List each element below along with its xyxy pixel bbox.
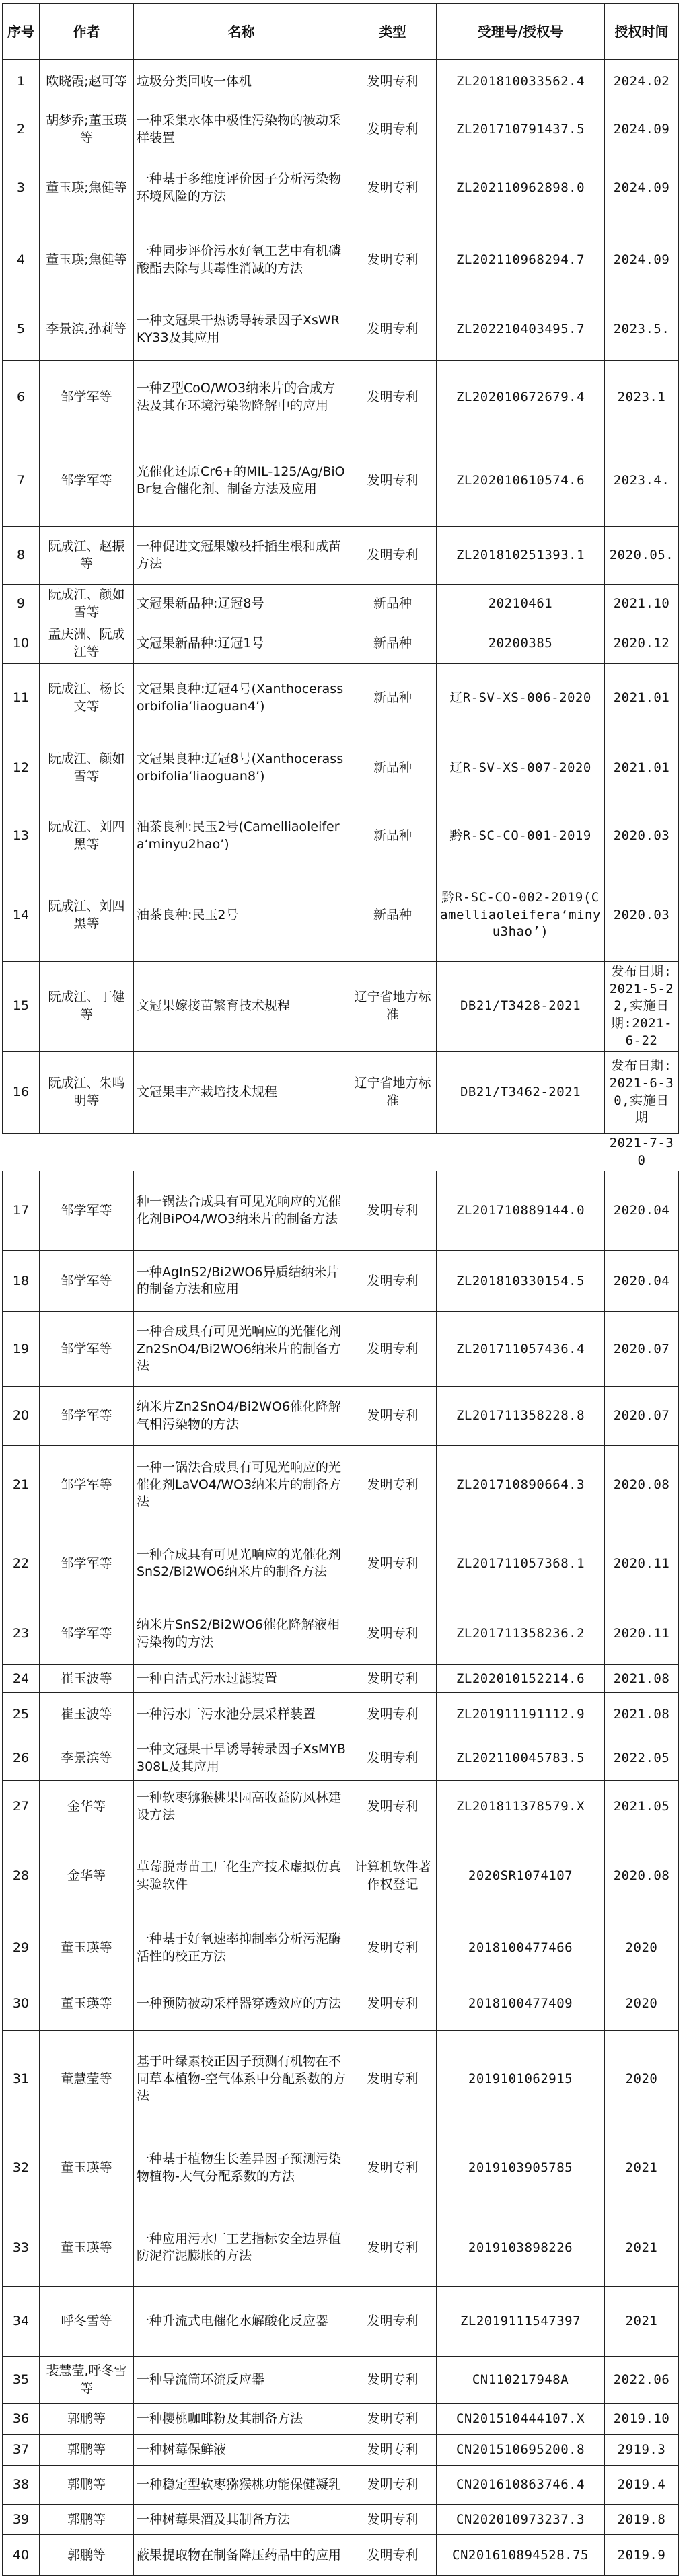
cell-title: 一种文冠果干旱诱导转录因子XsMYB308L及其应用 [134, 1736, 349, 1781]
table-row [3, 2505, 679, 2535]
table-row [3, 624, 679, 664]
cell-date: 2023.1 [605, 361, 679, 435]
cell-author: 邹学军等 [40, 1524, 134, 1603]
table-row [3, 1833, 679, 1919]
cell-no: 16 [3, 1052, 40, 1134]
cell-type: 发明专利 [349, 2031, 437, 2127]
cell-title: 一种升流式电催化水解酸化反应器 [134, 2287, 349, 2357]
cell-type: 发明专利 [349, 2404, 437, 2435]
cell-author: 郭鹏等 [40, 2466, 134, 2505]
cell-number: CN201610863746.4 [437, 2466, 605, 2505]
cell-title: 油茶良种:民玉2号(Camelliaoleifera‘minyu2hao’) [134, 803, 349, 869]
cell-title: 基于叶绿素校正因子预测有机物在不同草本植物-空气体系中分配系数的方法 [134, 2031, 349, 2127]
cell-author: 邹学军等 [40, 435, 134, 527]
cell-no: 12 [3, 733, 40, 803]
cell-author: 李景滨等 [40, 1736, 134, 1781]
cell-type: 发明专利 [349, 299, 437, 361]
cell-author: 李景滨,孙莉等 [40, 299, 134, 361]
cell-no: 38 [3, 2466, 40, 2505]
cell-title: 一种基于好氧速率抑制率分析污泥酶活性的校正方法 [134, 1919, 349, 1977]
cell-no: 19 [3, 1312, 40, 1387]
cell-date: 2021.01 [605, 664, 679, 733]
table-row [3, 435, 679, 527]
cell-type: 新品种 [349, 664, 437, 733]
cell-title: 垃圾分类回收一体机 [134, 60, 349, 104]
cell-no: 29 [3, 1919, 40, 1977]
cell-type: 发明专利 [349, 1524, 437, 1603]
cell-date: 2021.08 [605, 1665, 679, 1693]
cell-no: 26 [3, 1736, 40, 1781]
cell-author: 董玉瑛;焦健等 [40, 221, 134, 299]
cell-no: 11 [3, 664, 40, 733]
cell-number: ZL201911191112.9 [437, 1693, 605, 1736]
cell-type: 新品种 [349, 869, 437, 962]
table-row [3, 1134, 679, 1171]
cell-type: 发明专利 [349, 2209, 437, 2287]
cell-date: 2024.09 [605, 155, 679, 221]
cell-number: ZL202210403495.7 [437, 299, 605, 361]
cell-type: 发明专利 [349, 2357, 437, 2404]
cell-title: 种一锅法合成具有可见光响应的光催化剂BiPO4/WO3纳米片的制备方法 [134, 1171, 349, 1251]
cell-title: 一种基于多维度评价因子分析污染物环境风险的方法 [134, 155, 349, 221]
table-row [3, 361, 679, 435]
cell-title: 一种污水厂污水池分层采样装置 [134, 1693, 349, 1736]
cell-date: 2020.11 [605, 1524, 679, 1603]
cell-date: 2024.09 [605, 104, 679, 155]
cell-author: 郭鹏等 [40, 2404, 134, 2435]
cell-date: 2019.8 [605, 2505, 679, 2535]
cell-type: 发明专利 [349, 1603, 437, 1665]
table-row [3, 104, 679, 155]
table-row [3, 803, 679, 869]
cell-date: 2023.4. [605, 435, 679, 527]
cell-title: 纳米片SnS2/Bi2WO6催化降解液相污染物的方法 [134, 1603, 349, 1665]
cell-author: 阮成江、杨长文等 [40, 664, 134, 733]
cell-number: CN201610894528.75 [437, 2535, 605, 2576]
table-row [3, 1977, 679, 2031]
cell-author: 郭鹏等 [40, 2535, 134, 2576]
cell-no: 3 [3, 155, 40, 221]
cell-no: 9 [3, 585, 40, 624]
cell-author: 孟庆洲、阮成江等 [40, 624, 134, 664]
cell-author: 郭鹏等 [40, 2435, 134, 2466]
cell-type: 发明专利 [349, 1736, 437, 1781]
cell-date: 2020 [605, 1919, 679, 1977]
cell-no: 22 [3, 1524, 40, 1603]
cell-type: 发明专利 [349, 435, 437, 527]
cell-author: 欧晓霞;赵可等 [40, 60, 134, 104]
table-row [3, 1446, 679, 1524]
table-row [3, 1736, 679, 1781]
cell-no: 30 [3, 1977, 40, 2031]
cell-number: ZL201711057368.1 [437, 1524, 605, 1603]
cell-title: 蔽果提取物在制备降压药品中的应用 [134, 2535, 349, 2576]
cell-date: 2021 [605, 2127, 679, 2209]
cell-number: 2019103905785 [437, 2127, 605, 2209]
cell-date: 2020.12 [605, 624, 679, 664]
cell-title: 一种应用污水厂工艺指标安全边界值防泥泞泥膨胀的方法 [134, 2209, 349, 2287]
patent-table [2, 3, 679, 2576]
cell-number: ZL202010610574.6 [437, 435, 605, 527]
cell-number: 2020SR1074107 [437, 1833, 605, 1919]
cell-type: 发明专利 [349, 1446, 437, 1524]
cell-type: 发明专利 [349, 2127, 437, 2209]
table-row [3, 2127, 679, 2209]
cell-date: 发布日期:2021-6-30,实施日期 [605, 1052, 679, 1134]
table-row [3, 869, 679, 962]
header-row [3, 4, 679, 60]
cell-date: 2022.06 [605, 2357, 679, 2404]
cell-number: 黔R-SC-CO-001-2019 [437, 803, 605, 869]
cell-type: 发明专利 [349, 1387, 437, 1446]
cell-number: 辽R-SV-XS-007-2020 [437, 733, 605, 803]
cell-no: 8 [3, 527, 40, 585]
cell-title: 一种樱桃咖啡粉及其制备方法 [134, 2404, 349, 2435]
cell-type: 发明专利 [349, 221, 437, 299]
cell-author: 邹学军等 [40, 1312, 134, 1387]
cell-number: 2018100477409 [437, 1977, 605, 2031]
cell-type: 发明专利 [349, 2435, 437, 2466]
cell-date: 2020 [605, 1977, 679, 2031]
cell-number: ZL201711057436.4 [437, 1312, 605, 1387]
cell-no: 39 [3, 2505, 40, 2535]
cell-author: 胡梦乔;董玉瑛等 [40, 104, 134, 155]
cell-number: 2018100477466 [437, 1919, 605, 1977]
cell-title: 草莓脱毒苗工厂化生产技术虚拟仿真实验软件 [134, 1833, 349, 1919]
cell-number: ZL202110968294.7 [437, 221, 605, 299]
cell-no: 32 [3, 2127, 40, 2209]
cell-number: CN110217948A [437, 2357, 605, 2404]
table-row [3, 2287, 679, 2357]
cell-number: ZL201710791437.5 [437, 104, 605, 155]
cell-author: 邹学军等 [40, 1603, 134, 1665]
cell-no: 33 [3, 2209, 40, 2287]
cell-no: 15 [3, 962, 40, 1052]
cell-date: 2020.07 [605, 1312, 679, 1387]
cell-date: 2020 [605, 2031, 679, 2127]
cell-no: 24 [3, 1665, 40, 1693]
cell-date: 2020.05. [605, 527, 679, 585]
cell-number: ZL202110045783.5 [437, 1736, 605, 1781]
cell-type: 发明专利 [349, 2505, 437, 2535]
cell-author: 邹学军等 [40, 1251, 134, 1312]
table-row [3, 2404, 679, 2435]
cell-date: 2020.04 [605, 1171, 679, 1251]
cell-title: 文冠果嫁接苗繁育技术规程 [134, 962, 349, 1052]
cell-number: ZL201810330154.5 [437, 1251, 605, 1312]
cell-number: CN201510695200.8 [437, 2435, 605, 2466]
table-row [3, 2535, 679, 2576]
cell-no: 34 [3, 2287, 40, 2357]
cell-title: 文冠果新品种:辽冠8号 [134, 585, 349, 624]
cell-number: CN201510444107.X [437, 2404, 605, 2435]
cell-no: 35 [3, 2357, 40, 2404]
cell-title: 一种合成具有可见光响应的光催化剂Zn2SnO4/Bi2WO6纳米片的制备方法 [134, 1312, 349, 1387]
cell-no: 28 [3, 1833, 40, 1919]
table-row [3, 962, 679, 1052]
cell-date: 发布日期:2021-5-22,实施日期:2021-6-22 [605, 962, 679, 1052]
cell-no: 20 [3, 1387, 40, 1446]
cell-author: 郭鹏等 [40, 2505, 134, 2535]
cell-author: 邹学军等 [40, 1387, 134, 1446]
cell-no: 2 [3, 104, 40, 155]
cell-type: 辽宁省地方标准 [349, 1052, 437, 1134]
cell-author: 崔玉波等 [40, 1665, 134, 1693]
cell-number: ZL202010672679.4 [437, 361, 605, 435]
cell-date: 2020.07 [605, 1387, 679, 1446]
table-row [3, 1693, 679, 1736]
cell-author: 阮成江、朱鸣明等 [40, 1052, 134, 1134]
table-row [3, 1781, 679, 1833]
cell-date: 2019.9 [605, 2535, 679, 2576]
cell-author: 董玉瑛;焦健等 [40, 155, 134, 221]
cell-no: 7 [3, 435, 40, 527]
cell-type: 发明专利 [349, 1977, 437, 2031]
cell-number: ZL201711358228.8 [437, 1387, 605, 1446]
cell-date: 2021 [605, 2209, 679, 2287]
table-row [3, 2209, 679, 2287]
cell-type: 发明专利 [349, 2466, 437, 2505]
table-row [3, 2466, 679, 2505]
table-row [3, 1919, 679, 1977]
col-header-author: 作者 [40, 4, 134, 60]
cell-date: 2020.03 [605, 869, 679, 962]
cell-date: 2019.4 [605, 2466, 679, 2505]
cell-type: 新品种 [349, 803, 437, 869]
cell-author: 邹学军等 [40, 1171, 134, 1251]
cell-no: 17 [3, 1171, 40, 1251]
table-row [3, 527, 679, 585]
cell-number: 20210461 [437, 585, 605, 624]
cell-title: 一种促进文冠果嫩枝扦插生根和成苗方法 [134, 527, 349, 585]
cell-number: ZL2019111547397 [437, 2287, 605, 2357]
cell-number: 黔R-SC-CO-002-2019(Camelliaoleifera‘minyu3hao’) [437, 869, 605, 962]
cell-date: 2020.03 [605, 803, 679, 869]
cell-type: 发明专利 [349, 1312, 437, 1387]
cell-date: 2021.10 [605, 585, 679, 624]
col-header-title: 名称 [134, 4, 349, 60]
cell-no: 4 [3, 221, 40, 299]
cell-author: 董玉瑛等 [40, 1919, 134, 1977]
cell-title: 一种自洁式污水过滤装置 [134, 1665, 349, 1693]
cell-number: ZL201811378579.X [437, 1781, 605, 1833]
cell-title: 一种同步评价污水好氧工艺中有机磷酸酯去除与其毒性消减的方法 [134, 221, 349, 299]
cell-author: 金华等 [40, 1833, 134, 1919]
cell-date: 2022.05 [605, 1736, 679, 1781]
cell-no: 21 [3, 1446, 40, 1524]
cell-author: 董玉瑛等 [40, 2127, 134, 2209]
cell-title: 一种一锅法合成具有可见光响应的光催化剂LaVO4/WO3纳米片的制备方法 [134, 1446, 349, 1524]
cell-author: 金华等 [40, 1781, 134, 1833]
cell-title: 一种树莓果酒及其制备方法 [134, 2505, 349, 2535]
cell-date: 2024.02 [605, 60, 679, 104]
cell-no: 18 [3, 1251, 40, 1312]
cell-type: 发明专利 [349, 361, 437, 435]
cell-type: 发明专利 [349, 104, 437, 155]
cell-author: 阮成江、颜如雪等 [40, 733, 134, 803]
cell-author: 董玉瑛等 [40, 2209, 134, 2287]
cell-title: 纳米片Zn2SnO4/Bi2WO6催化降解气相污染物的方法 [134, 1387, 349, 1446]
table-row [3, 664, 679, 733]
col-header-type: 类型 [349, 4, 437, 60]
table-row [3, 1312, 679, 1387]
cell-no: 10 [3, 624, 40, 664]
cell-no: 6 [3, 361, 40, 435]
cell-type: 发明专利 [349, 2287, 437, 2357]
cell-number: DB21/T3428-2021 [437, 962, 605, 1052]
cell-date: 2021 [605, 2287, 679, 2357]
cell-date: 2024.09 [605, 221, 679, 299]
cell-number: 20200385 [437, 624, 605, 664]
cell-date: 2020.11 [605, 1603, 679, 1665]
cell-title: 油茶良种:民玉2号 [134, 869, 349, 962]
cell-date: 2021-7-30 [605, 1134, 679, 1171]
cell-no: 1 [3, 60, 40, 104]
cell-type: 发明专利 [349, 60, 437, 104]
cell-author: 阮成江、刘四黑等 [40, 803, 134, 869]
cell-type: 发明专利 [349, 2535, 437, 2576]
cell-date: 2020.08 [605, 1446, 679, 1524]
cell-number: ZL201810251393.1 [437, 527, 605, 585]
cell-author: 董慧莹等 [40, 2031, 134, 2127]
cell-type: 计算机软件著作权登记 [349, 1833, 437, 1919]
cell-date: 2021.01 [605, 733, 679, 803]
table-row [3, 221, 679, 299]
cell-title: 一种树莓保鲜液 [134, 2435, 349, 2466]
cell-type: 辽宁省地方标准 [349, 962, 437, 1052]
cell-date: 2021.05 [605, 1781, 679, 1833]
cell-title: 一种AgInS2/Bi2WO6异质结纳米片的制备方法和应用 [134, 1251, 349, 1312]
cell-number: ZL202110962898.0 [437, 155, 605, 221]
cell-author: 董玉瑛等 [40, 1977, 134, 2031]
cell-title: 一种导流筒环流反应器 [134, 2357, 349, 2404]
cell-author [40, 1134, 134, 1171]
table-row [3, 1603, 679, 1665]
cell-title: 文冠果良种:辽冠4号(Xanthocerassorbifolia‘liaoguan4’) [134, 664, 349, 733]
cell-author: 裴慧莹,呼冬雪等 [40, 2357, 134, 2404]
cell-type: 新品种 [349, 733, 437, 803]
cell-type [349, 1134, 437, 1171]
cell-title: 一种稳定型软枣猕猴桃功能保健凝乳 [134, 2466, 349, 2505]
cell-no: 31 [3, 2031, 40, 2127]
cell-type: 发明专利 [349, 1693, 437, 1736]
cell-number: 2019103898226 [437, 2209, 605, 2287]
cell-title: 一种合成具有可见光响应的光催化剂SnS2/Bi2WO6纳米片的制备方法 [134, 1524, 349, 1603]
cell-type: 发明专利 [349, 1171, 437, 1251]
cell-number: ZL201710889144.0 [437, 1171, 605, 1251]
cell-number: ZL201810033562.4 [437, 60, 605, 104]
cell-number: CN202010973237.3 [437, 2505, 605, 2535]
cell-date: 2919.3 [605, 2435, 679, 2466]
cell-date: 2019.10 [605, 2404, 679, 2435]
cell-number: ZL201710890664.3 [437, 1446, 605, 1524]
cell-no: 25 [3, 1693, 40, 1736]
cell-title: 一种Z型CoO/WO3纳米片的合成方法及其在环境污染物降解中的应用 [134, 361, 349, 435]
table-row [3, 60, 679, 104]
cell-date: 2020.08 [605, 1833, 679, 1919]
col-header-date: 授权时间 [605, 4, 679, 60]
cell-author: 阮成江、刘四黑等 [40, 869, 134, 962]
cell-type: 发明专利 [349, 1251, 437, 1312]
cell-author: 阮成江、颜如雪等 [40, 585, 134, 624]
cell-title: 文冠果新品种:辽冠1号 [134, 624, 349, 664]
table-row [3, 1052, 679, 1134]
col-header-number: 受理号/授权号 [437, 4, 605, 60]
cell-title: 文冠果良种:辽冠8号(Xanthocerassorbifolia‘liaoguan8’) [134, 733, 349, 803]
cell-date: 2020.04 [605, 1251, 679, 1312]
cell-author: 邹学军等 [40, 361, 134, 435]
cell-title: 一种软枣猕猴桃果园高收益防风林建设方法 [134, 1781, 349, 1833]
cell-no: 23 [3, 1603, 40, 1665]
cell-author: 崔玉波等 [40, 1693, 134, 1736]
cell-title: 光催化还原Cr6+的MIL-125/Ag/BiOBr复合催化剂、制备方法及应用 [134, 435, 349, 527]
cell-author: 呼冬雪等 [40, 2287, 134, 2357]
table-row [3, 1387, 679, 1446]
cell-number: 2019101062915 [437, 2031, 605, 2127]
cell-date: 2023.5. [605, 299, 679, 361]
cell-type: 发明专利 [349, 1919, 437, 1977]
cell-type: 发明专利 [349, 155, 437, 221]
table-row [3, 299, 679, 361]
cell-author: 阮成江、丁健等 [40, 962, 134, 1052]
table-row [3, 155, 679, 221]
table-row [3, 1171, 679, 1251]
cell-title: 一种基于植物生长差异因子预测污染物植物-大气分配系数的方法 [134, 2127, 349, 2209]
cell-no [3, 1134, 40, 1171]
cell-no: 27 [3, 1781, 40, 1833]
table-row [3, 733, 679, 803]
cell-title [134, 1134, 349, 1171]
cell-type: 发明专利 [349, 527, 437, 585]
cell-number [437, 1134, 605, 1171]
cell-no: 5 [3, 299, 40, 361]
table-row [3, 1665, 679, 1693]
cell-type: 发明专利 [349, 1665, 437, 1693]
table-row [3, 2435, 679, 2466]
cell-title: 一种文冠果干热诱导转录因子XsWRKY33及其应用 [134, 299, 349, 361]
col-header-no: 序号 [3, 4, 40, 60]
table-row [3, 585, 679, 624]
cell-number: ZL201711358236.2 [437, 1603, 605, 1665]
cell-no: 13 [3, 803, 40, 869]
table-row [3, 2357, 679, 2404]
cell-date: 2021.08 [605, 1693, 679, 1736]
cell-type: 新品种 [349, 585, 437, 624]
cell-no: 40 [3, 2535, 40, 2576]
table-row [3, 1524, 679, 1603]
cell-no: 37 [3, 2435, 40, 2466]
cell-title: 文冠果丰产栽培技术规程 [134, 1052, 349, 1134]
table-row [3, 1251, 679, 1312]
cell-author: 阮成江、赵振等 [40, 527, 134, 585]
cell-type: 新品种 [349, 624, 437, 664]
cell-no: 14 [3, 869, 40, 962]
cell-type: 发明专利 [349, 1781, 437, 1833]
cell-title: 一种采集水体中极性污染物的被动采样装置 [134, 104, 349, 155]
cell-author: 邹学军等 [40, 1446, 134, 1524]
cell-number: ZL202010152214.6 [437, 1665, 605, 1693]
cell-no: 36 [3, 2404, 40, 2435]
cell-title: 一种预防被动采样器穿透效应的方法 [134, 1977, 349, 2031]
cell-number: DB21/T3462-2021 [437, 1052, 605, 1134]
cell-number: 辽R-SV-XS-006-2020 [437, 664, 605, 733]
table-row [3, 2031, 679, 2127]
